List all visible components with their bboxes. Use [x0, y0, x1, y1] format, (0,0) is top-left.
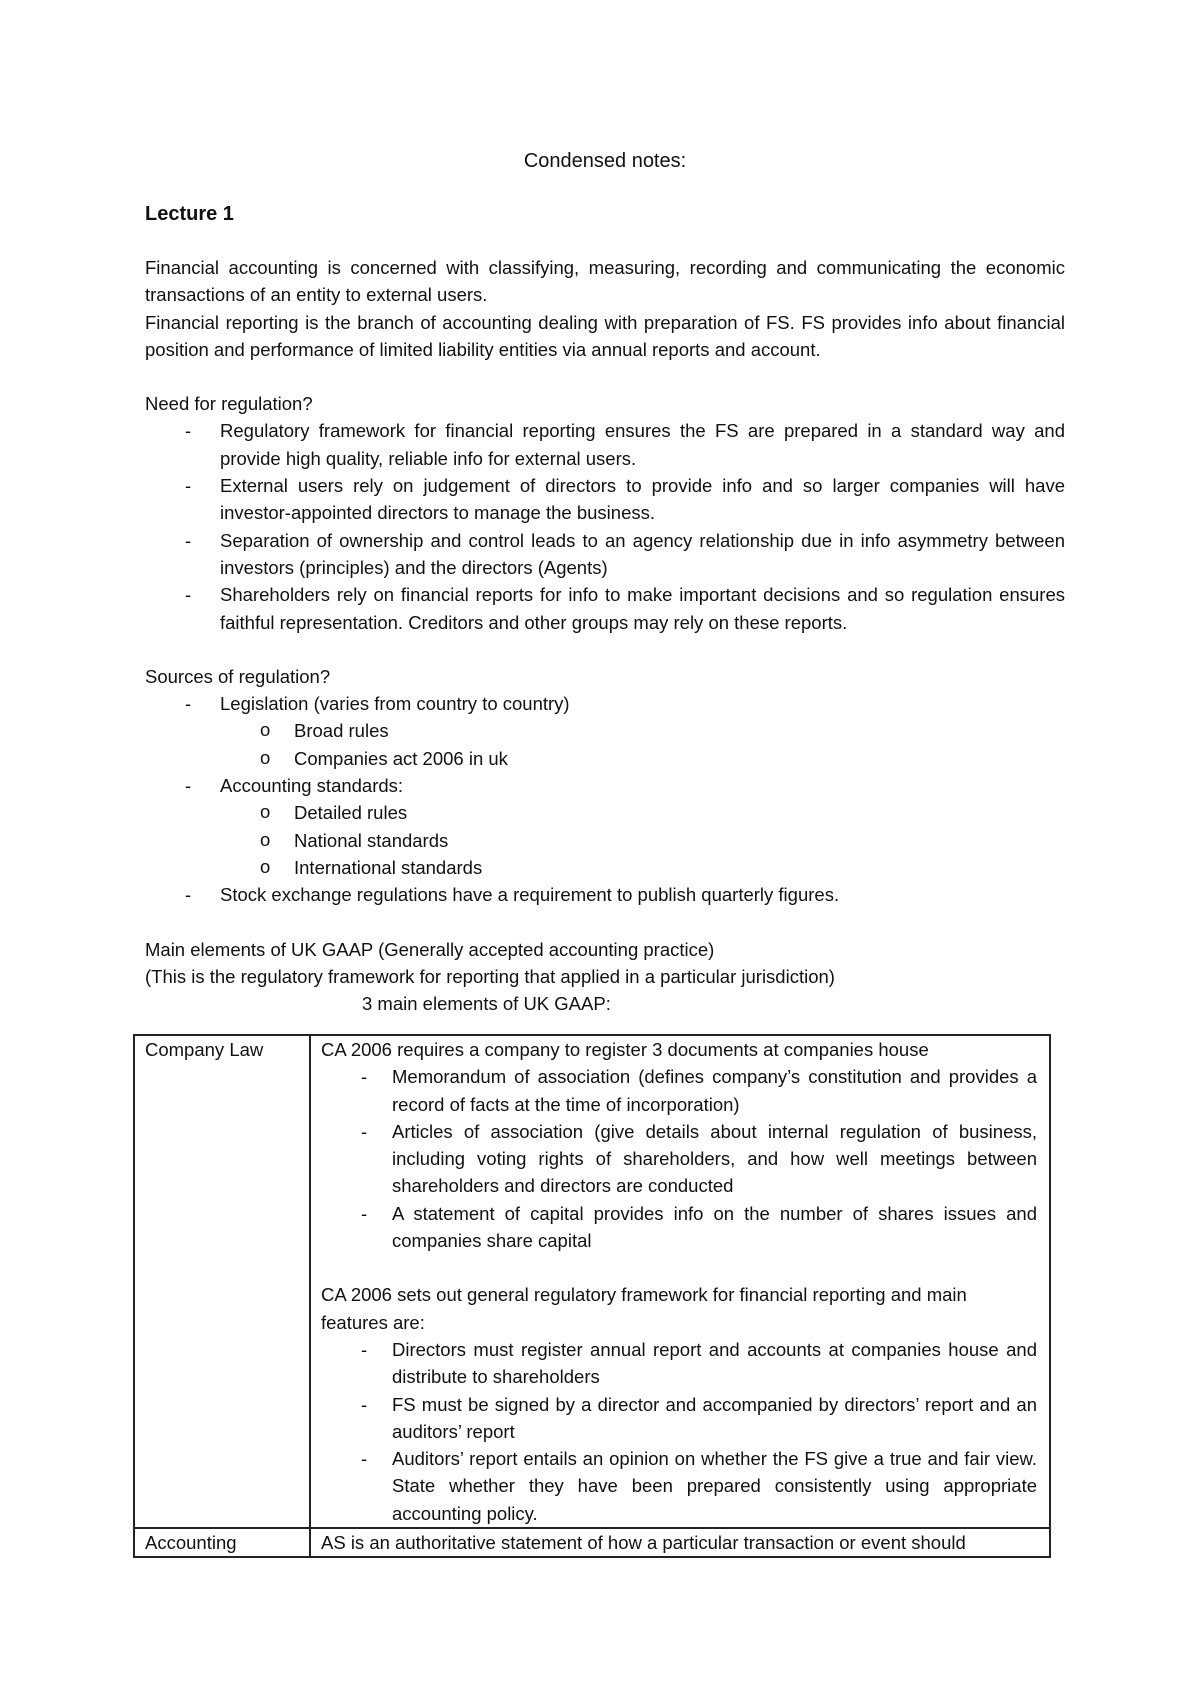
intro-paragraph-1: Financial accounting is concerned with classifying, measuring, recording and communicating the economic transactions of an entity to external users.: [145, 257, 1065, 306]
list-item: - Auditors’ report entails an opinion on whether the FS give a true and fair view. State whether they have been prepared consistently using appropriate accounting policy.: [321, 1445, 1037, 1527]
list-item: - Articles of association (give details about internal regulation of business, including voting rights of shareholders, and how well meetings between shareholders and directors are conducted: [321, 1118, 1037, 1200]
uk-gaap-table-caption: 3 main elements of UK GAAP:: [362, 993, 611, 1015]
standards-sublist: [145, 799, 1065, 881]
list-item: - Directors must register annual report and accounts at companies house and distribute to shareholders: [321, 1336, 1037, 1391]
list-item: - External users rely on judgement of directors to provide info and so larger companies will have investor-appointed directors to manage the business.: [145, 472, 1065, 527]
uk-gaap-subheading: (This is the regulatory framework for reporting that applied in a particular jurisdiction): [145, 965, 835, 987]
need-for-regulation-heading: Need for regulation?: [145, 393, 313, 415]
table-cell-label: [134, 1035, 310, 1528]
lecture-heading: Lecture 1: [145, 203, 234, 225]
legislation-label: Legislation (varies from country to country): [220, 693, 570, 715]
list-item: - Stock exchange regulations have a requirement to publish quarterly figures.: [145, 881, 1065, 908]
cell-list: [321, 1063, 1037, 1254]
sources-of-regulation-list: [145, 690, 1065, 717]
list-item: - Memorandum of association (defines company’s constitution and provides a record of facts at the time of incorporation): [321, 1063, 1037, 1118]
sources-of-regulation-heading: Sources of regulation?: [145, 665, 331, 687]
row-label: Company Law: [145, 1039, 264, 1060]
list-item: - Shareholders rely on financial reports for info to make important decisions and so regulation ensures faithful representation. Creditors and other groups may rely on these reports.: [145, 581, 1065, 636]
list-item: - Regulatory framework for financial reporting ensures the FS are prepared in a standard way and provide high quality, reliable info for external users.: [145, 417, 1065, 472]
row-label: Accounting: [145, 1532, 237, 1554]
list-item: - Separation of ownership and control leads to an agency relationship due in info asymmetry between investors (principles) and the directors (Agents): [145, 527, 1065, 582]
list-item: [145, 690, 1065, 717]
list-item: [145, 772, 1065, 799]
document-page: [145, 148, 1065, 1017]
list-item: o Companies act 2006 in uk: [145, 745, 1065, 772]
list-item: - A statement of capital provides info on the number of shares issues and companies share capital: [321, 1200, 1037, 1255]
list-item: - FS must be signed by a director and accompanied by directors’ report and an auditors’ report: [321, 1391, 1037, 1446]
list-item: o National standards: [145, 827, 1065, 854]
uk-gaap-table: [133, 1034, 1051, 1558]
standards-label: Accounting standards:: [220, 775, 404, 797]
table-row: [134, 1035, 1050, 1528]
legislation-sublist: [145, 717, 1065, 772]
table-cell-content: [310, 1035, 1050, 1528]
list-item: o Detailed rules: [145, 799, 1065, 826]
table-row: [134, 1528, 1050, 1557]
cell-text: AS is an authoritative statement of how a particular transaction or event should: [321, 1532, 966, 1554]
table-cell-content: [310, 1528, 1050, 1557]
intro-paragraph-2: Financial reporting is the branch of accounting dealing with preparation of FS. FS provides info about financial position and performance of limited liability entities via annual reports and account.: [145, 311, 1065, 360]
table-cell-label: [134, 1528, 310, 1557]
cell-intro: CA 2006 sets out general regulatory framework for financial reporting and main features are:: [321, 1284, 967, 1333]
cell-intro: CA 2006 requires a company to register 3 documents at companies house: [321, 1039, 929, 1060]
list-item: o International standards: [145, 854, 1065, 881]
cell-list: [321, 1336, 1037, 1527]
list-item: o Broad rules: [145, 717, 1065, 744]
need-for-regulation-list: [145, 417, 1065, 635]
document-title: Condensed notes:: [523, 150, 687, 172]
uk-gaap-heading: Main elements of UK GAAP (Generally accepted accounting practice): [145, 938, 715, 960]
